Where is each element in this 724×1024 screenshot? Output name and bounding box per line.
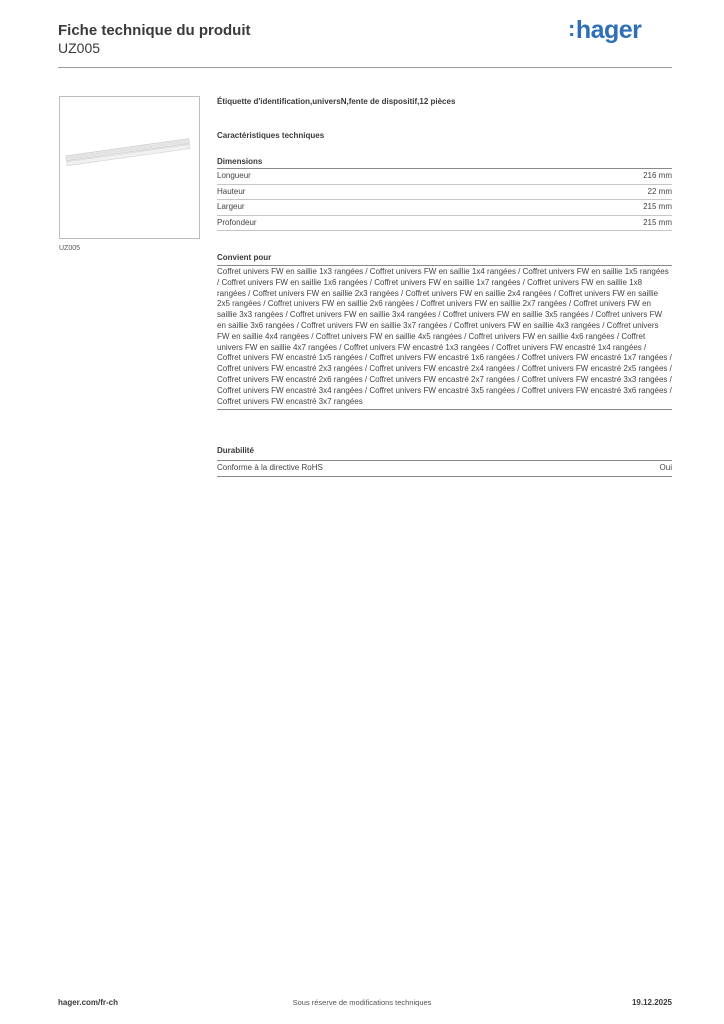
spec-label: Profondeur bbox=[217, 217, 257, 227]
product-image bbox=[59, 96, 200, 239]
page-title: Fiche technique du produit bbox=[58, 22, 251, 39]
spec-value: 215 mm bbox=[643, 217, 672, 227]
table-row bbox=[217, 216, 672, 232]
dimensions-heading: Dimensions bbox=[217, 157, 263, 166]
label-strip-icon bbox=[60, 97, 199, 238]
technical-characteristics-heading: Caractéristiques techniques bbox=[217, 131, 325, 140]
image-caption: UZ005 bbox=[59, 245, 81, 252]
dimensions-table bbox=[217, 168, 672, 231]
compatible-with-text: Coffret univers FW en saillie 1x3 rangées / Coffret univers FW en saillie 1x4 rangées / Coffret univers FW en saillie 1x5 rangées / Coffret univers FW en saillie 1x6 rangées / Coffret univers FW en saillie 1x7 rangées / Coffret univers FW en saillie 1x8 rangées / Coffret univers FW en saillie 2x3 rangées / Coffret univers FW en saillie 2x4 rangées / Coffret univers FW en saillie 2x5 rangées / Coffret univers FW en saillie 2x6 rangées / Coffret univers FW en saillie 2x7 rangées / Coffret univers FW en saillie 3x3 rangées / Coffret univers FW en saillie 3x4 rangées / Coffret univers FW en saillie 3x5 rangées / Coffret univers FW en saillie 3x6 rangées / Coffret univers FW en saillie 3x7 rangées / Coffret univers FW en saillie 4x3 rangées / Coffret univers FW en saillie 4x4 rangées / Coffret univers FW en saillie 4x5 rangées / Coffret univers FW en saillie 4x6 rangées / Coffret univers FW en saillie 4x7 rangées / Coffret univers FW encastré 1x3 rangées / Coffret univers FW encastré 1x4 rangées / Coffret univers FW encastré 1x5 rangées / Coffret univers FW encastré 1x6 rangées / Coffret univers FW encastré 1x7 rangées / Coffret univers FW encastré 2x3 rangées / Coffret univers FW encastré 2x4 rangées / Coffret univers FW encastré 2x5 rangées / Coffret univers FW encastré 2x6 rangées / Coffret univers FW encastré 2x7 rangées / Coffret univers FW encastré 3x3 rangées / Coffret univers FW encastré 3x4 rangées / Coffret univers FW encastré 3x5 rangées / Coffret univers FW encastré 3x6 rangées / Coffret univers FW encastré 3x7 rangées bbox=[217, 267, 672, 406]
compatible-with-heading: Convient pour bbox=[217, 253, 272, 262]
footer-disclaimer: Sous réserve de modifications techniques bbox=[292, 998, 432, 1007]
table-row bbox=[217, 185, 672, 201]
spec-label: Hauteur bbox=[217, 186, 246, 196]
spec-value: 22 mm bbox=[647, 186, 672, 196]
logo-text: hager bbox=[575, 16, 642, 44]
durability-heading: Durabilité bbox=[217, 446, 254, 455]
product-reference: UZ005 bbox=[58, 40, 101, 56]
spec-label: Longueur bbox=[217, 171, 251, 180]
hager-logo bbox=[568, 16, 641, 45]
footer-date: 19.12.2025 bbox=[631, 998, 672, 1007]
spec-value: 216 mm bbox=[643, 171, 672, 180]
table-row bbox=[217, 200, 672, 216]
spec-value: Oui bbox=[659, 463, 672, 472]
footer-website-link[interactable]: hager.com/fr-ch bbox=[58, 998, 119, 1007]
compatible-with-block bbox=[217, 265, 672, 410]
logo-dots-icon: : bbox=[568, 16, 575, 41]
product-description: Étiquette d'identification,universN,fente de dispositif,12 pièces bbox=[217, 97, 456, 106]
table-row bbox=[217, 461, 672, 477]
header-divider bbox=[58, 67, 672, 68]
spec-label: Conforme à la directive RoHS bbox=[217, 463, 323, 472]
spec-value: 215 mm bbox=[643, 202, 672, 211]
durability-table bbox=[217, 460, 672, 477]
spec-label: Largeur bbox=[217, 202, 245, 211]
table-row bbox=[217, 169, 672, 185]
